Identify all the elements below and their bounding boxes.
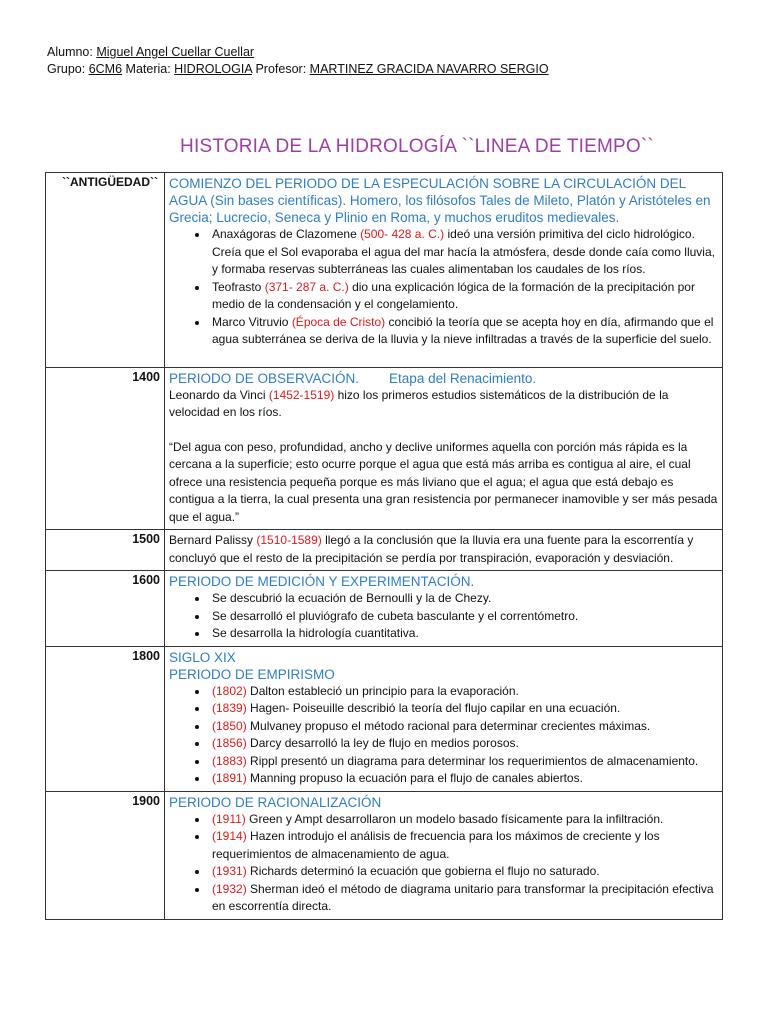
- da-vinci-quote: “Del agua con peso, profundidad, ancho y declive uniformes aquella con porción más rápida es la cercana a la superficie; esto ocurre porque el agua que está más arriba es contigua al aire, el cual ofrece una resistencia pequeña porque es más liviano que el agua; el agua que está debajo es contigua a la tierra, la cual presenta una gran resistencia por permanecer inamovible y ser más pesada que el agua.”: [169, 439, 718, 524]
- event-date: (1802): [212, 683, 247, 698]
- student-header: [47, 44, 549, 78]
- list-item: • (1891) Manning propuso la ecuación para el flujo de canales abiertos.: [209, 770, 718, 788]
- list-item: • (1802) Dalton estableció un principio para la evaporación.: [209, 683, 718, 701]
- event-date: (1850): [212, 718, 247, 733]
- list-item: • (1932) Sherman ideó el método de diagrama unitario para transformar la precipitación efectiva en escorrentía directa.: [209, 881, 718, 916]
- alumno-label: Alumno:: [47, 45, 93, 59]
- list-item: • (1931) Richards determinó la ecuación que gobierna el flujo no saturado.: [209, 863, 718, 881]
- event-text: Leonardo da Vinci (1452-1519) hizo los primeros estudios sistemáticos de la distribución de la velocidad en los ríos.: [169, 387, 669, 419]
- event-date: (1452-1519): [268, 387, 335, 402]
- event-date: (1510-1589): [256, 533, 322, 547]
- event-date: (1911): [212, 811, 246, 826]
- event-date: (1914): [212, 829, 247, 843]
- event-date: (1839): [212, 701, 247, 715]
- year-label: 1500: [46, 530, 165, 571]
- event-date: (500- 428 a. C.): [360, 227, 445, 241]
- year-label: 1800: [46, 646, 165, 791]
- group-value: 6CM6: [88, 62, 123, 76]
- list-item: • (1914) Hazen introdujo el análisis de frecuencia para los máximos de creciente y los requerimientos de almacenamiento de agua.: [209, 828, 718, 863]
- course-line: [47, 61, 549, 78]
- grupo-label: Grupo:: [47, 62, 86, 76]
- era-label: ``ANTIGÜEDAD``: [46, 173, 165, 368]
- row-antiguedad: [46, 173, 723, 368]
- period-title: PERIODO DE EMPIRISMO: [169, 666, 335, 682]
- row-1600: [46, 571, 723, 647]
- period-title: PERIODO DE MEDICIÓN Y EXPERIMENTACIÓN.: [169, 574, 475, 589]
- year-label: 1900: [46, 791, 165, 919]
- timeline-table: [45, 172, 723, 920]
- era-content: [165, 173, 723, 368]
- row-1800: [46, 646, 723, 791]
- event-date: (Época de Cristo): [291, 314, 386, 329]
- period-title: PERIODO DE RACIONALIZACIÓN: [169, 794, 382, 810]
- list-item: • (1911) Green y Ampt desarrollaron un modelo basado físicamente para la infiltración.: [209, 811, 718, 829]
- year-label: 1400: [46, 367, 165, 530]
- subject-value: HIDROLOGIA: [174, 62, 252, 76]
- list-item: • (1856) Darcy desarrolló la ley de flujo en medios porosos.: [209, 735, 718, 753]
- page-title: HISTORIA DE LA HIDROLOGÍA ``LINEA DE TIEMPO``: [180, 136, 654, 157]
- student-line: [47, 44, 549, 61]
- list-item: • Marco Vitruvio (Época de Cristo) concibió la teoría que se acepta hoy en día, afirmando que el agua subterránea se deriva de la lluvia y la nieve infiltradas a través de la superficie del suelo.: [209, 314, 718, 349]
- era-content: [165, 571, 723, 647]
- event-list: [169, 226, 718, 349]
- professor-value: MARTINEZ GRACIDA NAVARRO SERGIO: [309, 62, 549, 76]
- period-title: COMIENZO DEL PERIODO DE LA ESPECULACIÓN SOBRE LA CIRCULACIÓN DEL AGUA (Sin bases científicas). Homero, los filósofos Tales de Mileto, Platón y Aristóteles en Grecia; Lucrecio, Seneca y Plinio en Roma, y muchos eruditos medievales.: [169, 176, 711, 225]
- materia-label: Materia:: [125, 62, 171, 76]
- list-item: • Se descubrió la ecuación de Bernoulli y la de Chezy.: [209, 590, 718, 608]
- student-name: Miguel Angel Cuellar Cuellar: [96, 45, 255, 59]
- event-date: (371- 287 a. C.): [264, 279, 349, 294]
- list-item: • (1850) Mulvaney propuso el método racional para determinar crecientes máximas.: [209, 718, 718, 736]
- list-item: • Se desarrolló el pluviógrafo de cubeta basculante y el correntómetro.: [209, 608, 718, 626]
- event-list: [169, 683, 718, 788]
- event-list: [169, 590, 718, 643]
- period-title: PERIODO DE OBSERVACIÓN. Etapa del Renacimiento.: [169, 370, 537, 386]
- era-content: [165, 530, 723, 571]
- era-content: [165, 791, 723, 919]
- row-1400: [46, 367, 723, 530]
- century-title: SIGLO XIX: [169, 649, 236, 665]
- list-item: • Se desarrolla la hidrología cuantitativa.: [209, 625, 718, 643]
- event-date: (1932): [212, 881, 247, 896]
- year-label: 1600: [46, 571, 165, 647]
- list-item: • (1883) Rippl presentó un diagrama para determinar los requerimientos de almacenamiento.: [209, 753, 718, 771]
- profesor-label: Profesor:: [255, 62, 307, 76]
- list-item: • Teofrasto (371- 287 a. C.) dio una explicación lógica de la formación de la precipitación por medio de la condensación y el congelamiento.: [209, 279, 718, 314]
- era-content: [165, 367, 723, 530]
- event-list: [169, 811, 718, 916]
- event-date: (1931): [212, 864, 247, 878]
- event-date: (1856): [212, 736, 247, 750]
- era-content: [165, 646, 723, 791]
- event-date: (1883): [212, 753, 247, 768]
- list-item: • Anaxágoras de Clazomene (500- 428 a. C.) ideó una versión primitiva del ciclo hidrológico. Creía que el Sol evaporaba el agua del mar hacía la atmósfera, desde donde caía como lluvia, y formaba reservas subterráneas las cuales alimentaban los caudales de los ríos.: [209, 226, 718, 279]
- event-date: (1891): [212, 771, 247, 785]
- event-text: Bernard Palissy (1510-1589) llegó a la conclusión que la lluvia era una fuente para la escorrentía y concluyó que el resto de la precipitación se perdía por transpiración, evaporación y desviación.: [169, 533, 694, 565]
- list-item: • (1839) Hagen- Poiseuille describió la teoría del flujo capilar en una ecuación.: [209, 700, 718, 718]
- row-1900: [46, 791, 723, 919]
- row-1500: [46, 530, 723, 571]
